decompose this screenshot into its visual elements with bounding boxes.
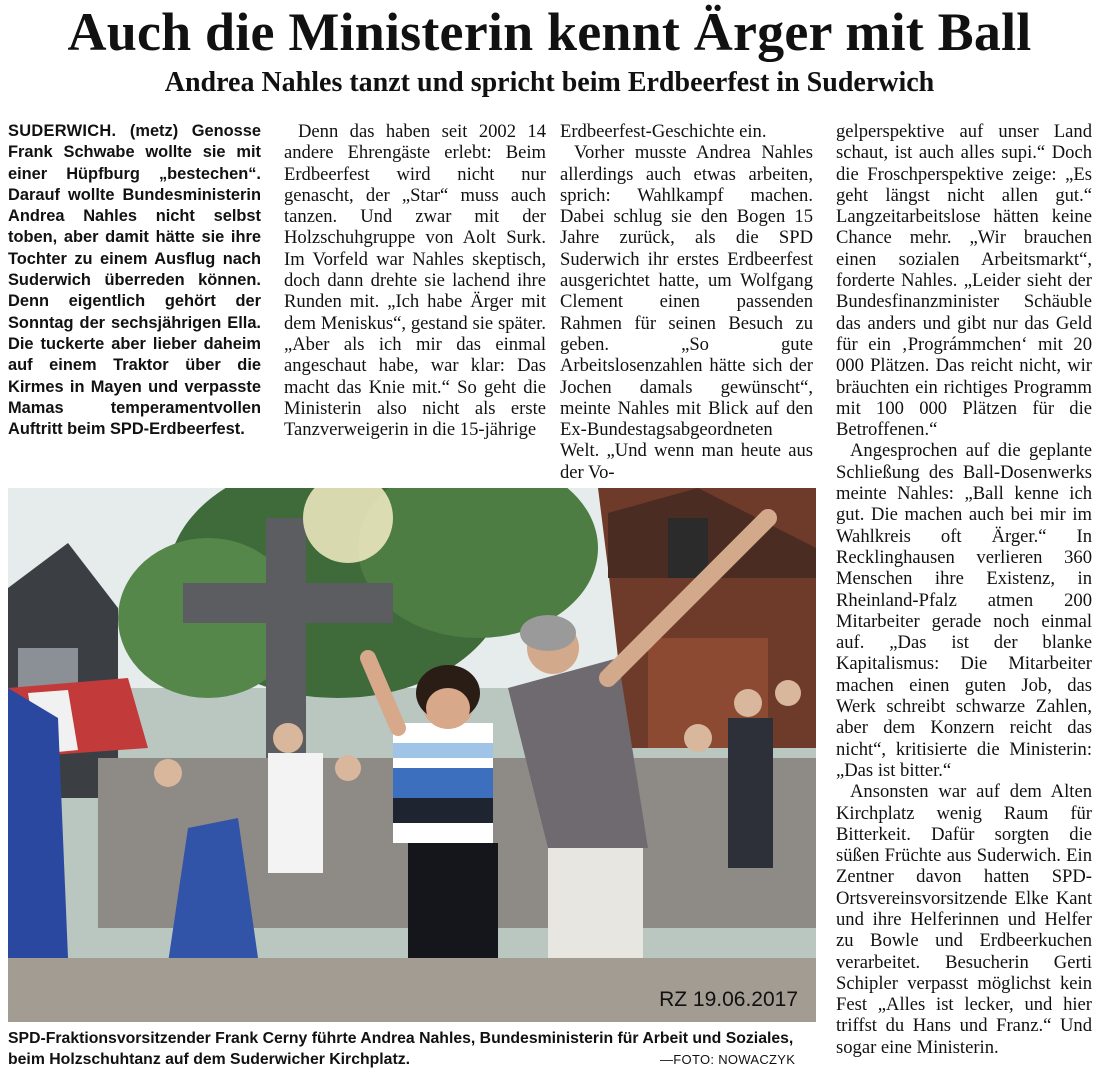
body-paragraph: Ansonsten war auf dem Alten Kirchplatz wenig Raum für Bitterkeit. Dafür sorgten die süßen Früchte aus Suderwich. Ein Zentner davon hatten SPD-Ortsvereinsvorsitzende Elke Kant und ihre Helferinnen und Helfer zu Bowle und Erdbeerkuchen verarbeitet. Besucherin Gerti Schipler verpasst möglichst kein Fest „Alles ist lecker, und hier triffst du Hans und Franz.“ Und sogar eine Ministerin. [836, 781, 1092, 1058]
photo-caption: SPD-Fraktionsvorsitzender Frank Cerny führte Andrea Nahles, Bundesministerin für Arbeit und Soziales, beim Holzschuhtanz auf dem Suderwicher Kirchplatz. [8, 1030, 794, 1068]
photo-credit: —FOTO: NOWACZYK [660, 1052, 796, 1067]
subheadline: Andrea Nahles tanzt und spricht beim Erdbeerfest in Suderwich [164, 67, 935, 98]
body-paragraph: Denn das haben seit 2002 14 andere Ehrengäste erlebt: Beim Erdbeerfest wird nicht nur genascht, der „Star“ muss auch tanzen. Und zwar mit der Holzschuhgruppe von Aolt Surk. Im Vorfeld war Nahles skeptisch, doch dann drehte sie lachend ihre Runden mit. „Ich habe Ärger mit dem Meniskus“, gestand sie später. „Aber als ich mir das einmal angeschaut habe, war klar: Das macht das Knie mit.“ So geht die Ministerin also nicht als erste Tanzverweigerin in die 15-jährige [284, 121, 546, 441]
article-column-4 [836, 121, 1092, 1058]
date-stamp: RZ 19.06.2017 [659, 988, 798, 1011]
author-tag: (metz) [129, 122, 179, 140]
photo-illustration [8, 488, 816, 1022]
lead-text: Genosse Frank Schwabe wollte sie mit einer Hüpfburg „bestechen“. Darauf wollte Bundesministerin Andrea Nahles nicht selbst toben, aber damit hätte sie ihre Tochter zu einem Ausflug nach Suderwich überreden können. Denn eigentlich gehört der Sonntag der sechsjährigen Ella. Die tuckerte aber lieber daheim auf einem Traktor über die Kirmes in Mayen und verpasste Mamas temperamentvollen Auftritt beim SPD-Erdbeerfest. [8, 122, 261, 439]
body-paragraph: Vorher musste Andrea Nahles allerdings auch etwas arbeiten, sprich: Wahlkampf machen. Dabei schlug sie den Bogen 15 Jahre zurück, als die SPD Suderwich ihr erstes Erdbeerfest ausgerichtet hatte, um Wolfgang Clement einen passenden Rahmen für seinen Besuch zu geben. „So gute Arbeitslosenzahlen hätte sich der Jochen damals gewünscht“, meinte Nahles mit Blick auf den Ex-Bundestagsabgeordneten Welt. „Und wenn man heute aus der Vo- [560, 142, 813, 483]
lead-paragraph [8, 121, 261, 440]
dateline: SUDERWICH. [8, 122, 117, 140]
article-column-3 [560, 121, 813, 483]
article-column-1 [8, 121, 261, 440]
news-photo [8, 488, 816, 1022]
body-paragraph: Erdbeerfest-Geschichte ein. [560, 121, 767, 142]
article-column-2 [284, 121, 546, 440]
headline: Auch die Ministerin kennt Ärger mit Ball [67, 2, 1032, 62]
body-paragraph: gelperspektive auf unser Land schaut, ist auch alles supi.“ Doch die Froschperspektive zeige: „Es geht längst nicht allen gut.“ Langzeitarbeitslose hätten keine Chance mehr. „Wir brauchen einen sozialen Arbeitsmarkt“, forderte Nahles. „Leider sieht der Bundesfinanzminister Schäuble das anders und gibt nur das Geld für ein ‚Prográmmchen‘ mit 20 000 Plätzen. Das reicht nicht, wir bräuchten ein richtiges Programm mit 100 000 Plätzen für die Betroffenen.“ [836, 121, 1092, 441]
body-paragraph: Angesprochen auf die geplante Schließung des Ball-Dosenwerks meinte Nahles: „Ball kenne ich gut. Die machen auch bei mir im Wahlkreis oft Ärger.“ In Recklinghausen verlieren 360 Menschen ihre Existenz, in Rheinland-Pfalz atmen 200 Mitarbeiter gerade noch einmal auf. „Das ist der blanke Kapitalismus: Die Mitarbeiter machen einen guten Job, das Werk schreibt schwarze Zahlen, aber dem Konzern reicht das nicht“, kritisierte die Ministerin: „Das ist bitter.“ [836, 440, 1092, 781]
